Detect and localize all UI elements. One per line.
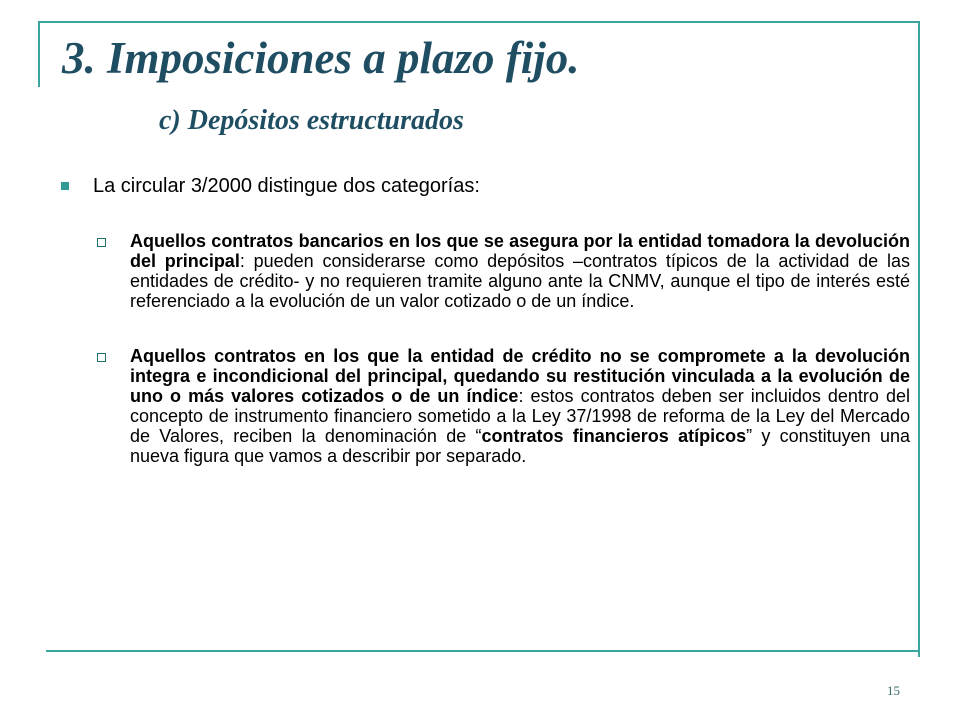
frame-top-rule [38, 21, 920, 23]
page-number: 15 [887, 683, 900, 698]
slide-subtitle: c) Depósitos estructurados [159, 105, 464, 136]
square-bullet-icon [61, 182, 69, 190]
list-item [130, 346, 910, 466]
checkbox-bullet-icon [97, 353, 106, 362]
lead-paragraph: La circular 3/2000 distingue dos categorías: [93, 175, 480, 197]
list-item [130, 231, 910, 311]
list-item-text: : pueden considerarse como depósitos –contratos típicos de la actividad de las entidades de crédito- y no requieren tramite alguno ante la CNMV, aunque el tipo de interés esté referenciado a la evolución de un valor cotizado o de un índice. [130, 251, 910, 311]
frame-left-rule [38, 21, 40, 87]
list-item-bold-text: contratos financieros atípicos [481, 426, 747, 446]
frame-bottom-rule [46, 650, 920, 652]
frame-right-rule [918, 21, 920, 657]
slide-title: 3. Imposiciones a plazo fijo. [62, 33, 580, 83]
list-item-text: : estos contratos deben ser incluidos dentro del concepto de instrumento financiero sometido a la Ley 37/1998 de reforma de la Ley del Mercado de Valores, reciben la denominación de “ [130, 386, 911, 446]
list-item-bold-text: Aquellos contratos en los que la entidad de crédito no se compromete a la devolución integra e incondicional del principal, quedando su restitución vinculada a la evolución de uno o más valores cotizados o de un índice [130, 346, 910, 406]
checkbox-bullet-icon [97, 238, 106, 247]
list-item-text: ” y constituyen una nueva figura que vamos a describir por separado. [130, 426, 910, 466]
list-item-bold-text: Aquellos contratos bancarios en los que se asegura por la entidad tomadora la devolución del principal [130, 231, 910, 271]
